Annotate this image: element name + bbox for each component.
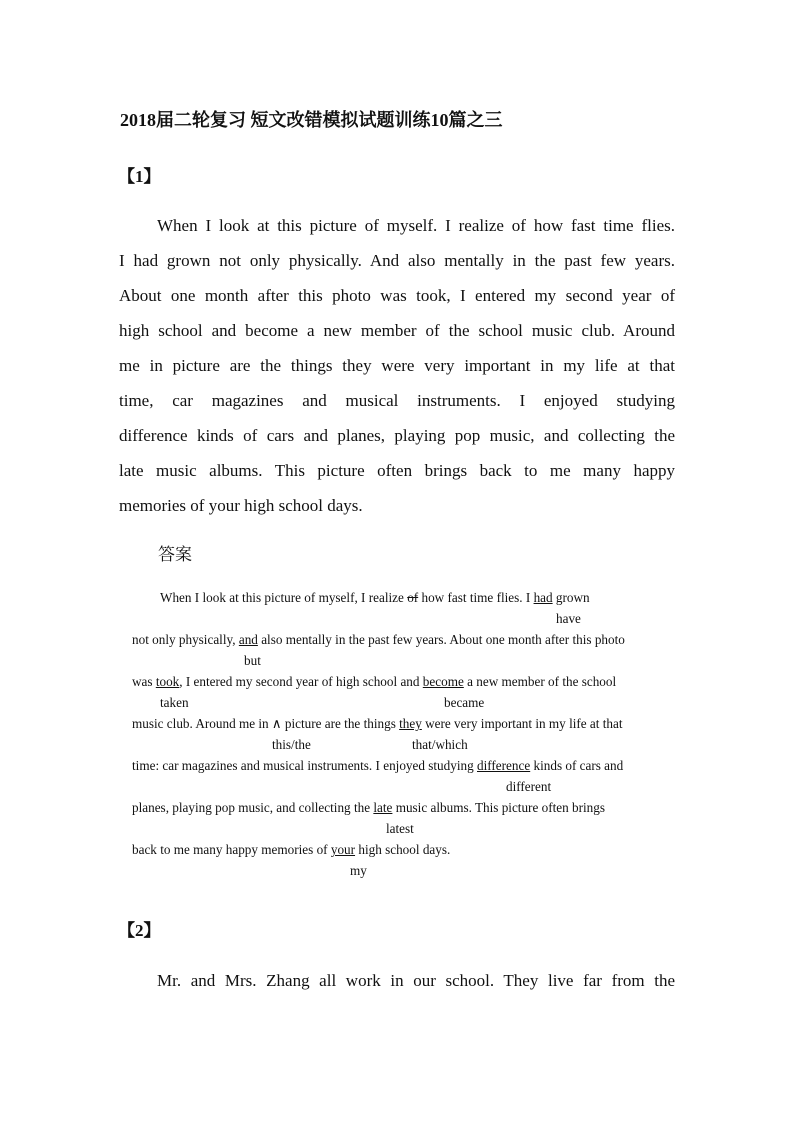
correction-have: have <box>556 611 581 626</box>
correction-became: became <box>444 695 485 710</box>
passage-line: difference kinds of cars and planes, playing pop music, and collecting the <box>119 426 675 445</box>
marked-word: they <box>399 716 422 731</box>
correction-but: but <box>244 653 261 668</box>
answer-label: 答案 <box>158 545 192 565</box>
passage-line: time, car magazines and musical instruments. I enjoyed studying <box>119 391 675 410</box>
marked-word: took <box>155 674 180 689</box>
page-title: 2018届二轮复习 短文改错模拟试题训练10篇之三 <box>120 110 503 130</box>
passage-line: Mr. and Mrs. Zhang all work in our school. They live far from the <box>157 971 675 990</box>
passage-line: I had grown not only physically. And also mentally in the past few years. <box>119 251 675 270</box>
marked-word: difference <box>477 758 531 773</box>
marked-word: late <box>373 800 393 815</box>
correction-this-the: this/the <box>272 737 311 752</box>
answer-line: music club. Around me in ∧ picture are the things they were very important in my life at that <box>132 716 623 731</box>
answer-line: time: car magazines and musical instruments. I enjoyed studying difference kinds of cars and <box>132 758 624 773</box>
correction-latest: latest <box>386 821 414 836</box>
marked-word: become <box>422 674 464 689</box>
passage-line: When I look at this picture of myself. I realize of how fast time flies. <box>157 216 675 235</box>
correction-that-which: that/which <box>412 737 468 752</box>
deleted-word: of <box>407 590 419 605</box>
passage-line: me in picture are the things they were very important in my life at that <box>119 356 675 375</box>
correction-taken: taken <box>160 695 189 710</box>
correction-different: different <box>506 779 552 794</box>
marked-word: your <box>330 842 356 857</box>
answer-line: was took, I entered my second year of high school and become a new member of the school <box>132 674 617 689</box>
passage-line: late music albums. This picture often brings back to me many happy <box>119 461 675 480</box>
section-1-label: 【1】 <box>118 167 161 186</box>
section-2-label: 【2】 <box>118 921 161 940</box>
correction-my: my <box>350 863 367 878</box>
marked-word: and <box>238 632 258 647</box>
answer-line: back to me many happy memories of your high school days. <box>132 842 451 857</box>
passage-line: About one month after this photo was took, I entered my second year of <box>119 286 675 305</box>
passage-line: memories of your high school days. <box>119 496 363 515</box>
passage-line: high school and become a new member of the school music club. Around <box>119 321 675 340</box>
answer-line: not only physically, and also mentally in the past few years. About one month after this photo <box>132 632 625 647</box>
answer-line: planes, playing pop music, and collecting the late music albums. This picture often brings <box>132 800 605 815</box>
marked-word: had <box>533 590 553 605</box>
answer-line: When I look at this picture of myself, I realize of how fast time flies. I had grown <box>160 590 590 605</box>
